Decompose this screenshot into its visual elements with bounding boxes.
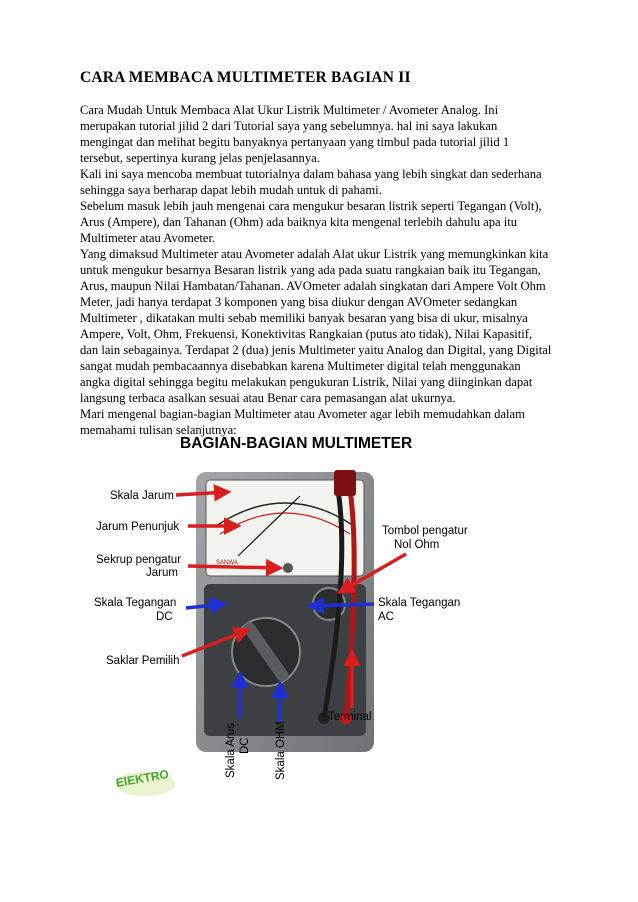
body-line: dan lain sebagainya. Terdapat 2 (dua) jenis Multimeter yaitu Analog dan Digital, yang Digital xyxy=(80,343,552,357)
multimeter-figure xyxy=(88,428,498,806)
label-skala-jarum: Skala Jarum xyxy=(110,490,174,502)
body-line: Meter, jadi hanya terdapat 3 komponen yang bisa diukur dengan AVOmeter sedangkan xyxy=(80,295,518,309)
arrow-sekrup xyxy=(188,566,280,568)
label-sekrup-1: Sekrup pengatur xyxy=(96,554,182,566)
body-line: merupakan tutorial jilid 2 dari Tutorial saya yang sebelumnya. hal ini saya lakukan xyxy=(80,119,498,133)
body-line: langsung terbaca asalkan sesuai atau Benar cara pemasangan alat ukurnya. xyxy=(80,391,456,405)
body-line: mengingat dan melihat begitu banyaknya pertanyaan yang timbul pada tutorial jilid 1 xyxy=(80,135,510,149)
label-tombol-1: Tombol pengatur xyxy=(382,525,468,537)
body-line: Mari mengenal bagian-bagian Multimeter atau Avometer agar lebih memudahkan dalam xyxy=(80,407,525,421)
body-line: Cara Mudah Untuk Membaca Alat Ukur Listrik Multimeter / Avometer Analog. Ini xyxy=(80,103,499,117)
label-terminal: Terminal xyxy=(328,711,372,723)
body-line: Multimeter atau Avometer. xyxy=(80,231,216,245)
figure-title: BAGIAN-BAGIAN MULTIMETER xyxy=(180,435,413,452)
label-sekrup-2: Jarum xyxy=(146,567,178,579)
body-line: tersebut, sepertinya kurang jelas penjelasannya. xyxy=(80,151,320,165)
label-skala-ac-1: Skala Tegangan xyxy=(378,597,461,609)
elektro-logo xyxy=(110,760,180,800)
body-line: Sebelum masuk lebih jauh mengenai cara mengukur besaran listrik seperti Tegangan (Volt), xyxy=(80,199,542,213)
label-skala-dc-1: Skala Tegangan xyxy=(94,597,177,609)
label-saklar: Saklar Pemilih xyxy=(106,655,180,667)
body-line: Arus (Ampere), dan Tahanan (Ohm) ada baiknya kita mengenal terlebih dahulu apa itu xyxy=(80,215,518,229)
body-line: untuk mengukur besarnya Besaran listrik yang ada pada suatu rangkaian baik itu Tegangan, xyxy=(80,263,541,277)
adjust-screw xyxy=(283,563,293,573)
label-ohm: Skala OHM xyxy=(275,721,287,780)
body-line: angka digital sehingga begitu melakukan pengukuran Listrik, Nilai yang diinginkan dapat xyxy=(80,375,533,389)
probe-handles xyxy=(334,470,356,496)
label-arus-2: DC xyxy=(239,737,251,754)
body-line: Arus, maupun Nilai Hambatan/Tahanan. AVOmeter adalah singkatan dari Ampere Volt Ohm xyxy=(80,279,546,293)
logo-text: ElEKTRO xyxy=(114,766,170,790)
label-jarum-penunjuk: Jarum Penunjuk xyxy=(96,521,180,533)
body-line: Kali ini saya mencoba membuat tutorialnya dalam bahasa yang lebih singkat dan sederhana xyxy=(80,167,542,181)
page-title: CARA MEMBACA MULTIMETER BAGIAN II xyxy=(80,69,411,86)
label-arus-1: Skala Arus xyxy=(225,723,237,778)
article-body xyxy=(80,102,570,438)
body-line: Ampere, Volt, Ohm, Frekuensi, Konektivitas Rangkaian (putus ato tidak), Nilai Kapasitif, xyxy=(80,327,533,341)
body-line: memahami tulisan selanjutnya: xyxy=(80,423,237,437)
body-line: sangat mudah pembacaannya disebabkan karena Multimeter digital telah menggunakan xyxy=(80,359,521,373)
brand-label: SANWA xyxy=(216,560,238,566)
body-line: Multimeter , dikatakan multi sebab memiliki banyak besaran yang bisa di ukur, misalnya xyxy=(80,311,528,325)
label-skala-dc-2: DC xyxy=(156,611,173,623)
arrow-skala-ac xyxy=(310,604,374,606)
label-tombol-2: Nol Ohm xyxy=(394,539,440,551)
label-skala-ac-2: AC xyxy=(378,611,394,623)
body-line: Yang dimaksud Multimeter atau Avometer adalah Alat ukur Listrik yang memungkinkan kita xyxy=(80,247,549,261)
body-line: sehingga saya berharap dapat lebih mudah untuk di pahami. xyxy=(80,183,382,197)
